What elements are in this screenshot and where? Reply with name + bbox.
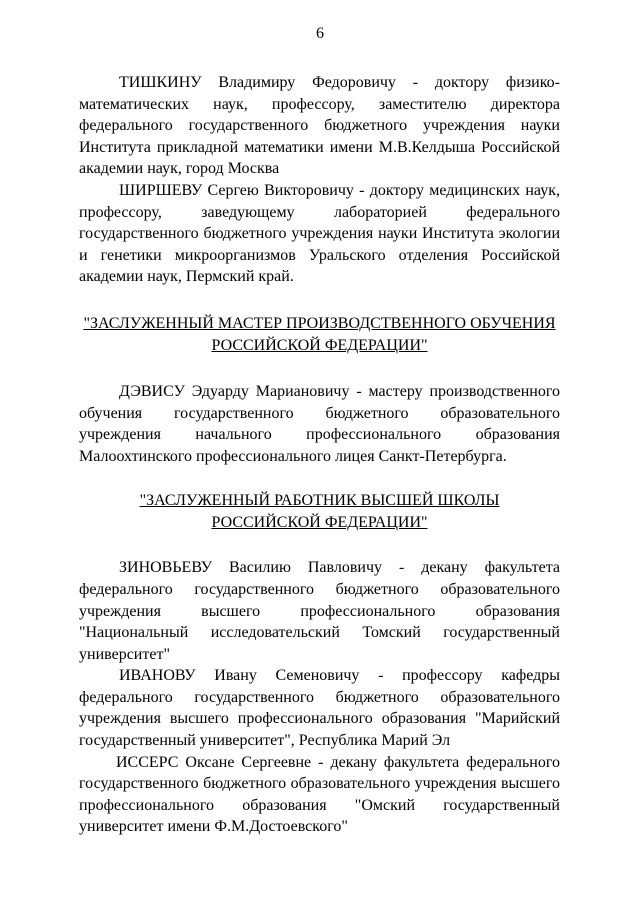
award-title-master-line1: "ЗАСЛУЖЕННЫЙ МАСТЕР ПРОИЗВОДСТВЕННОГО ОБУЧЕНИЯ [83,314,556,332]
award-title-master [79,313,560,357]
award-title-higher-school [79,490,560,534]
page-number: 6 [316,25,324,42]
document-body [79,72,560,838]
award-entry-shirshev: ШИРШЕВУ Сергею Викторовичу - доктору медицинских наук, профессору, заведующему лабораторией федерального государственного бюджетного учреждения науки Института экологии и генетики микроорганизмов Уральского отделения Российской академии наук, Пермский край. [79,181,560,286]
award-title-higher-school-line2: РОССИЙСКОЙ ФЕДЕРАЦИИ" [211,514,428,532]
award-title-master-line2: РОССИЙСКОЙ ФЕДЕРАЦИИ" [211,336,428,354]
award-entry-davis: ДЭВИСУ Эдуарду Мариановичу - мастеру производственного обучения государственного бюджетного образовательного учреждения начального профессионального образования Малоохтинского профессионального лицея Санкт-Петербурга. [79,382,560,465]
award-entry-zinoviev: ЗИНОВЬЕВУ Василию Павловичу - декану факультета федерального государственного бюджетного образовательного учреждения высшего профессионального образования "Национальный исследовательский Томский государственный университет" [79,559,560,663]
award-entry-issers: ИССЕРС Оксане Сергеевне - декану факультета федерального государственного бюджетного образовательного учреждения высшего профессионального образования "Омский государственный университет имени Ф.М.Достоевского" [79,753,560,836]
award-entry-tishkin: ТИШКИНУ Владимиру Федоровичу - доктору физико-математических наук, профессору, заместителю директора федерального государственного бюджетного учреждения науки Института прикладной математики имени М.В.Келдыша Российской академии наук, город Москва [79,74,560,178]
award-entry-ivanov: ИВАНОВУ Ивану Семеновичу - профессору кафедры федерального государственного бюджетного образовательного учреждения высшего профессионального образования "Марийский государственный университет", Республика Марий Эл [79,667,560,750]
award-title-higher-school-line1: "ЗАСЛУЖЕННЫЙ РАБОТНИК ВЫСШЕЙ ШКОЛЫ [139,492,500,510]
